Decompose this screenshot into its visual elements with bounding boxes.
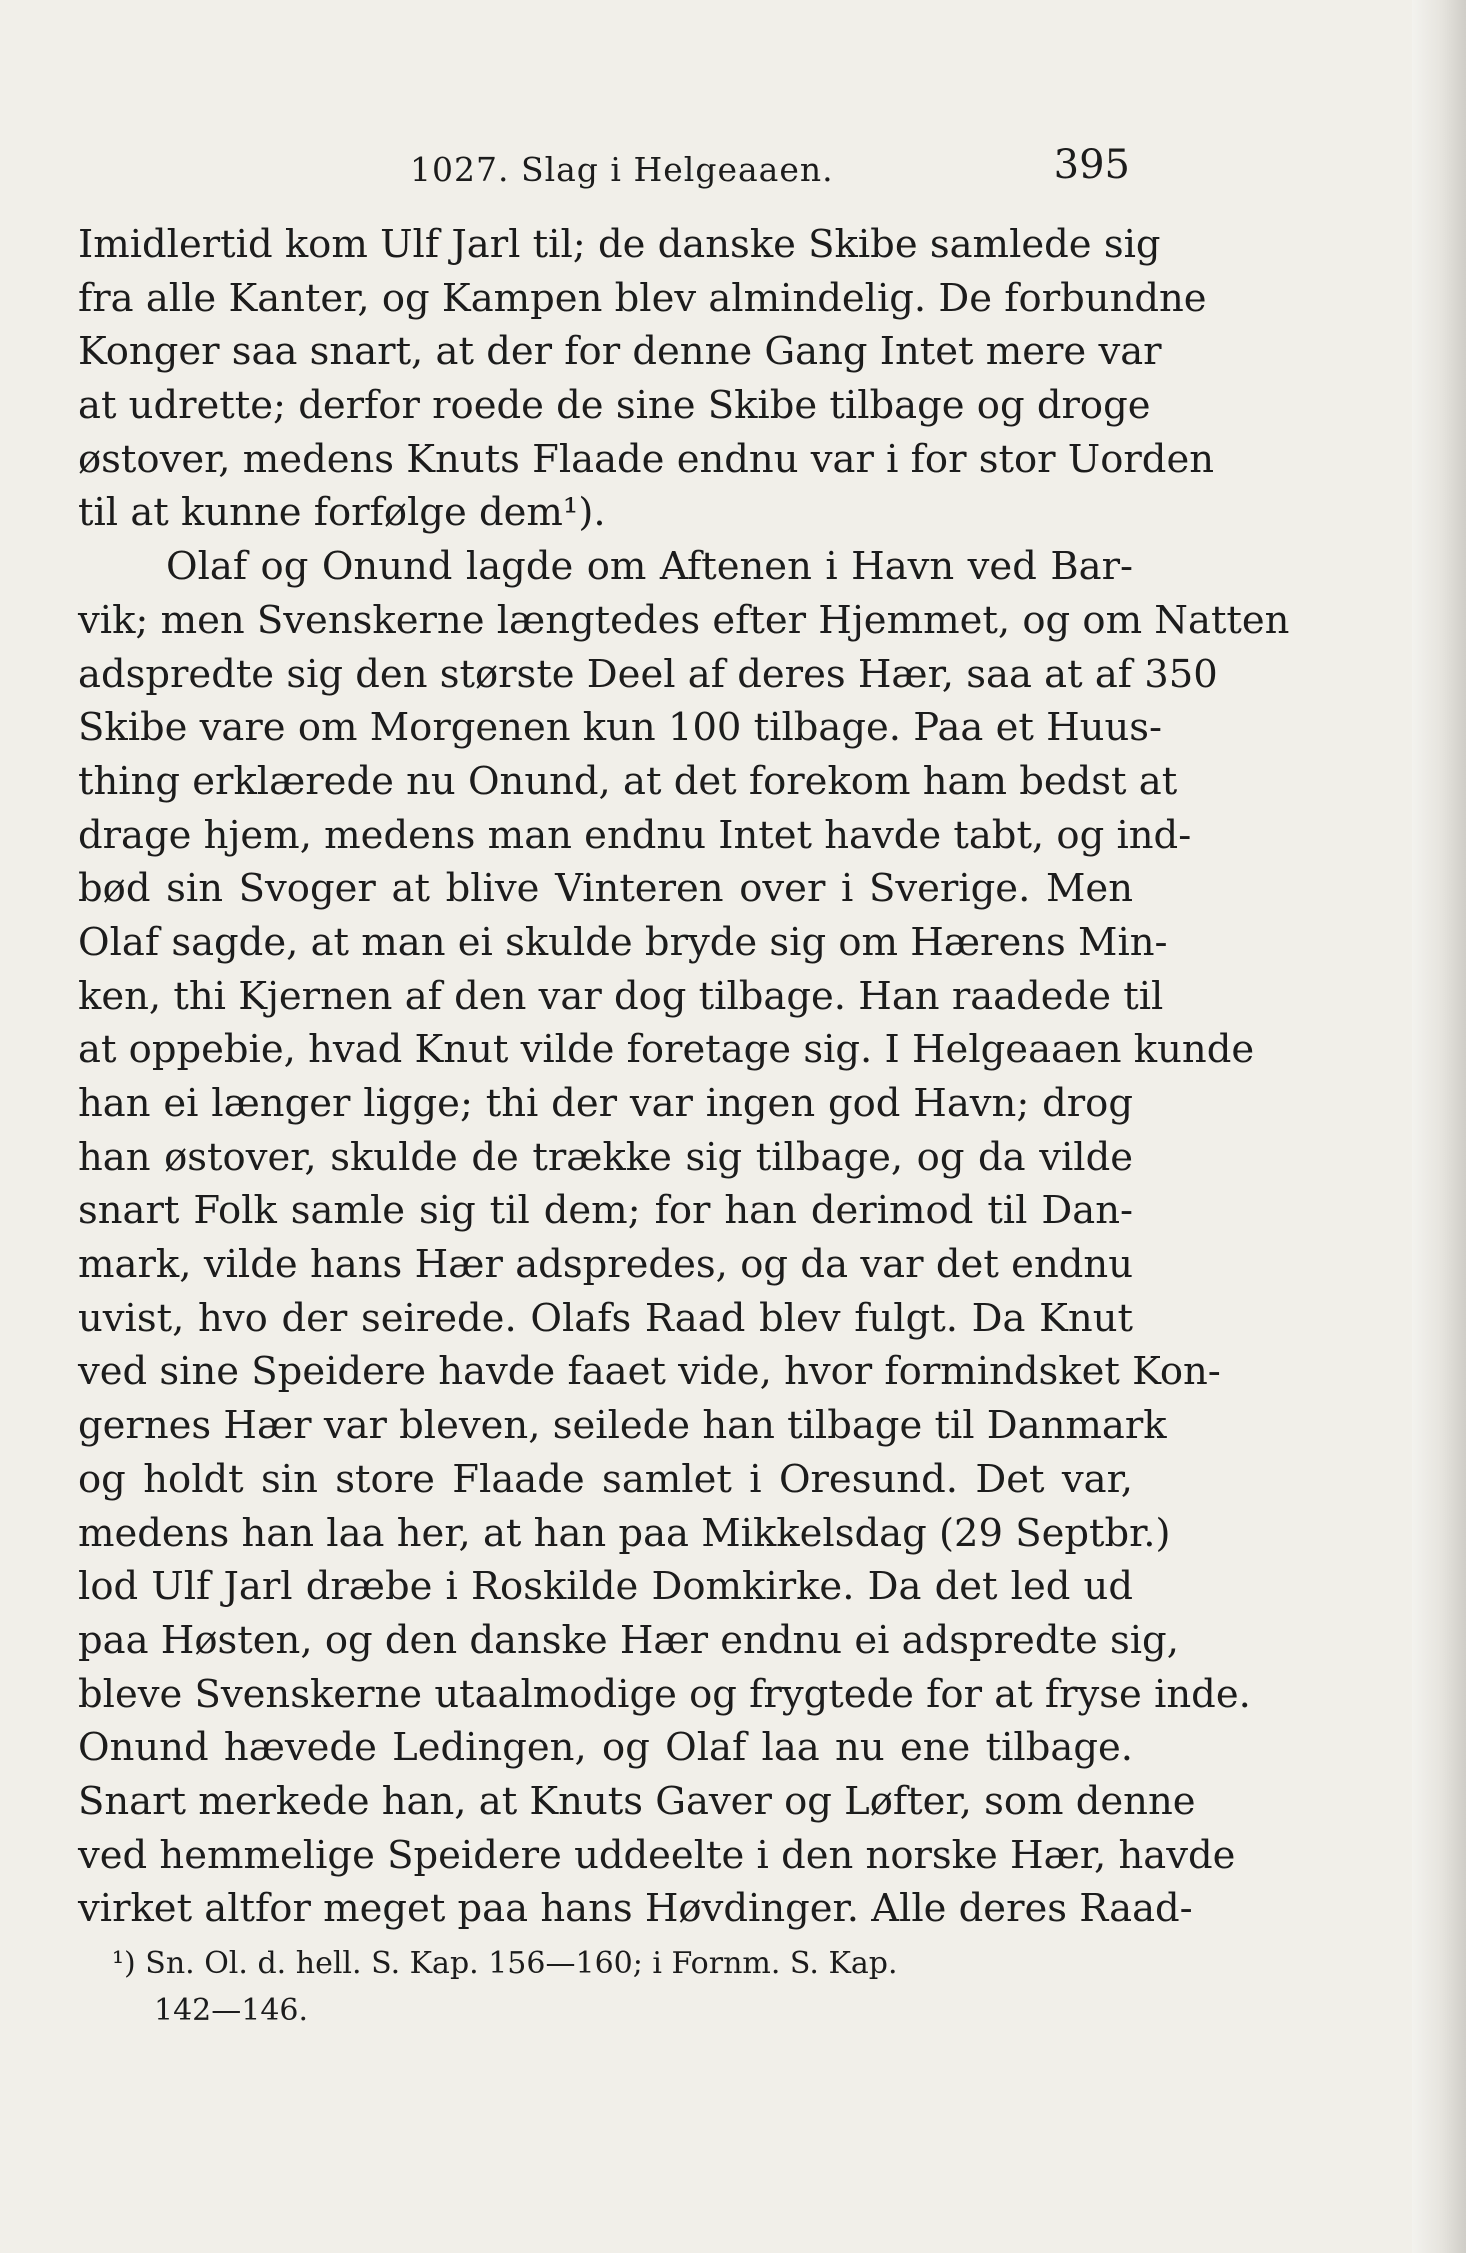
text-line: Skibe vare om Morgenen kun 100 tilbage. Paa et Huus-	[78, 705, 1163, 751]
text-line: bleve Svenskerne utaalmodige og frygtede for at fryse inde.	[78, 1671, 1251, 1717]
text-line: fra alle Kanter, og Kampen blev almindelig. De forbundne	[78, 275, 1207, 321]
text-line: uvist, hvo der seirede. Olafs Raad blev fulgt. Da Knut	[78, 1295, 1133, 1341]
footnote-line: 142—146.	[154, 1993, 309, 2028]
page-edge-shadow	[1412, 0, 1466, 2253]
text-line: snart Folk samle sig til dem; for han derimod til Dan-	[78, 1188, 1133, 1234]
page-number: 395	[1053, 142, 1130, 188]
text-line: Snart merkede han, at Knuts Gaver og Løfter, som denne	[78, 1778, 1196, 1824]
text-line: paa Høsten, og den danske Hær endnu ei adspredte sig,	[78, 1617, 1179, 1663]
text-line: østover, medens Knuts Flaade endnu var i for stor Uorden	[78, 436, 1215, 482]
footnote-line: ¹) Sn. Ol. d. hell. S. Kap. 156—160; i Fornm. S. Kap.	[112, 1946, 898, 1981]
text-line: at udrette; derfor roede de sine Skibe tilbage og droge	[78, 383, 1151, 429]
text-line: ken, thi Kjernen af den var dog tilbage. Han raadede til	[78, 973, 1164, 1019]
text-line: ved hemmelige Speidere uddeelte i den norske Hær, havde	[78, 1832, 1236, 1878]
text-line: og holdt sin store Flaade samlet i Oresund. Det var,	[78, 1456, 1133, 1502]
text-line: han østover, skulde de trække sig tilbage, og da vilde	[78, 1134, 1133, 1180]
body-text	[78, 218, 1290, 1936]
text-line: adspredte sig den største Deel af deres Hær, saa at af 350	[78, 651, 1218, 697]
text-line: Olaf sagde, at man ei skulde bryde sig om Hærens Min-	[78, 919, 1168, 965]
text-line: Onund hævede Ledingen, og Olaf laa nu ene tilbage.	[78, 1725, 1133, 1771]
text-line: drage hjem, medens man endnu Intet havde tabt, og ind-	[78, 812, 1192, 858]
text-line: vik; men Svenskerne længtedes efter Hjemmet, og om Natten	[78, 597, 1290, 643]
footnotes	[112, 1940, 1134, 2034]
text-line: bød sin Svoger at blive Vinteren over i Sverige. Men	[78, 866, 1133, 912]
text-line: Olaf og Onund lagde om Aftenen i Havn ved Bar-	[166, 544, 1133, 590]
text-line: Imidlertid kom Ulf Jarl til; de danske Skibe samlede sig	[78, 222, 1161, 267]
page-header	[80, 142, 1130, 192]
text-line: mark, vilde hans Hær adspredes, og da var det endnu	[78, 1242, 1133, 1288]
text-line: thing erklærede nu Onund, at det forekom ham bedst at	[78, 758, 1178, 804]
text-line: virket altfor meget paa hans Høvdinger. Alle deres Raad-	[78, 1886, 1193, 1932]
text-line: til at kunne forfølge dem¹).	[78, 490, 606, 536]
text-line: at oppebie, hvad Knut vilde foretage sig. I Helgeaaen kunde	[78, 1027, 1255, 1073]
text-line: medens han laa her, at han paa Mikkelsdag (29 Septbr.)	[78, 1510, 1171, 1556]
text-line: Konger saa snart, at der for denne Gang Intet mere var	[78, 329, 1162, 375]
text-line: han ei længer ligge; thi der var ingen god Havn; drog	[78, 1081, 1133, 1126]
text-line: ved sine Speidere havde faaet vide, hvor formindsket Kon-	[78, 1349, 1221, 1395]
running-title: 1027. Slag i Helgeaaen.	[410, 150, 834, 189]
text-line: gernes Hær var bleven, seilede han tilbage til Danmark	[78, 1403, 1167, 1449]
text-line: lod Ulf Jarl dræbe i Roskilde Domkirke. Da det led ud	[78, 1564, 1133, 1610]
